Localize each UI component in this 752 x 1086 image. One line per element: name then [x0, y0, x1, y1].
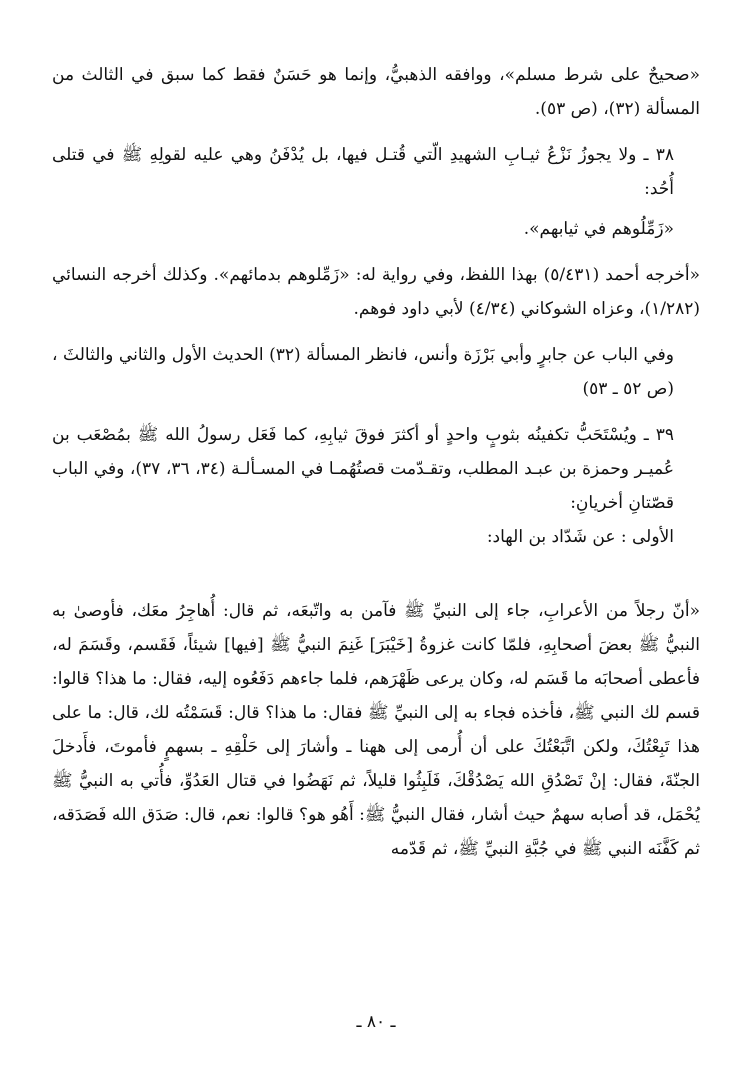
paragraph-hadith-quote: «زَمِّلُوهم في ثيابهم». [523, 219, 674, 239]
paragraph-first-story-heading: الأولى : عن شَدّاد بن الهاد: [486, 527, 674, 547]
page-body [52, 58, 700, 866]
paragraph-bedouin-story: «أنّ رجلاً من الأعرابِ، جاء إلى النبيِّ ﷺ فآمن به واتّبعَه، ثم قال: أُهاجِرُ معَك، فأوصىٰ به النبيُّ ﷺ بعضَ أصحابِهِ، فلمّا كانت غزوةُ [خَيْبَرَ] غَنِمَ النبيُّ ﷺ [فيها] شيئاً، فَقَسم، وقَسَمَ له، فأعطى أصحابَه ما قَسَم له، وكان يرعى ظَهْرَهم، فلما جاءهم دَفَعُوه إليه، فقال: ما هذا؟ قالوا: قسم لك النبي ﷺ، فأخذه فجاء به إلى النبيِّ ﷺ فقال: ما هذا؟ قال: قَسَمْتُه لك، قال: ما على هذا تَبِعْتُكَ، ولكن اتَّبَعْتُكَ على أن أُرمى إلى ههنا ـ وأشارَ إلى حَلْقِهِ ـ بسهمٍ فأموتَ، فأَدخلَ الجنّةَ، فقال: إنْ تَصْدُقِ الله يَصْدُقْكَ، فَلَبِثُوا قليلاً، ثم نَهَضُوا في قتال العَدُوِّ، فأُتي به النبيُّ ﷺ يُحْمَل، قد أصابه سهمٌ حيث أشار، فقال النبيُّ ﷺ: أَهُو هو؟ قالوا: نعم، قال: صَدَق الله فَصَدَقه، ثم كَفَّنَه النبي ﷺ في جُبَّةِ النبيِّ ﷺ، ثم قَدّمه [52, 601, 700, 859]
paragraph-related-narrations: وفي الباب عن جابرٍ وأبي بَرْزَة وأنس، فانظر المسألة (٣٢) الحديث الأول والثاني والثالثَ ، (ص ٥٢ ـ ٥٣) [52, 345, 674, 399]
paragraph-issue-38: ٣٨ ـ ولا يجوزُ نَزْعُ ثيـابِ الشهيدِ الّتي قُتـل فيها، بل يُدْفَنُ وهي عليه لقولِهِ ﷺ في قتلى أُحُد: [52, 145, 674, 199]
paragraph-takhrij: «أخرجه أحمد (٥/٤٣١) بهذا اللفظ، وفي رواية له: «زَمِّلوهم بدمائهم». وكذلك أخرجه النسائي (١/٢٨٢)، وعزاه الشوكاني (٤/٣٤) لأبي داود فوهم. [52, 265, 700, 319]
paragraph-issue-39: ٣٩ ـ ويُسْتَحَبُّ تكفينُه بثوبٍ واحدٍ أو أكثرَ فوقَ ثيابِهِ، كما فَعَل رسولُ الله ﷺ بمُصْعَب بن عُميـر وحمزة بن عبـد المطلب، وتقـدّمت قصتُهُمـا في المسـألـة (٣٤، ٣٦، ٣٧)، وفي الباب قصّتانِ أخريانِ: [52, 425, 674, 513]
paragraph-hadith-grading: «صحيحٌ على شرط مسلم»، ووافقه الذهبيُّ، وإنما هو حَسَنٌ فقط كما سبق في الثالث من المسألة (٣٢)، (ص ٥٣). [52, 65, 700, 119]
page-number: ـ ٨٠ ـ [356, 1012, 396, 1032]
